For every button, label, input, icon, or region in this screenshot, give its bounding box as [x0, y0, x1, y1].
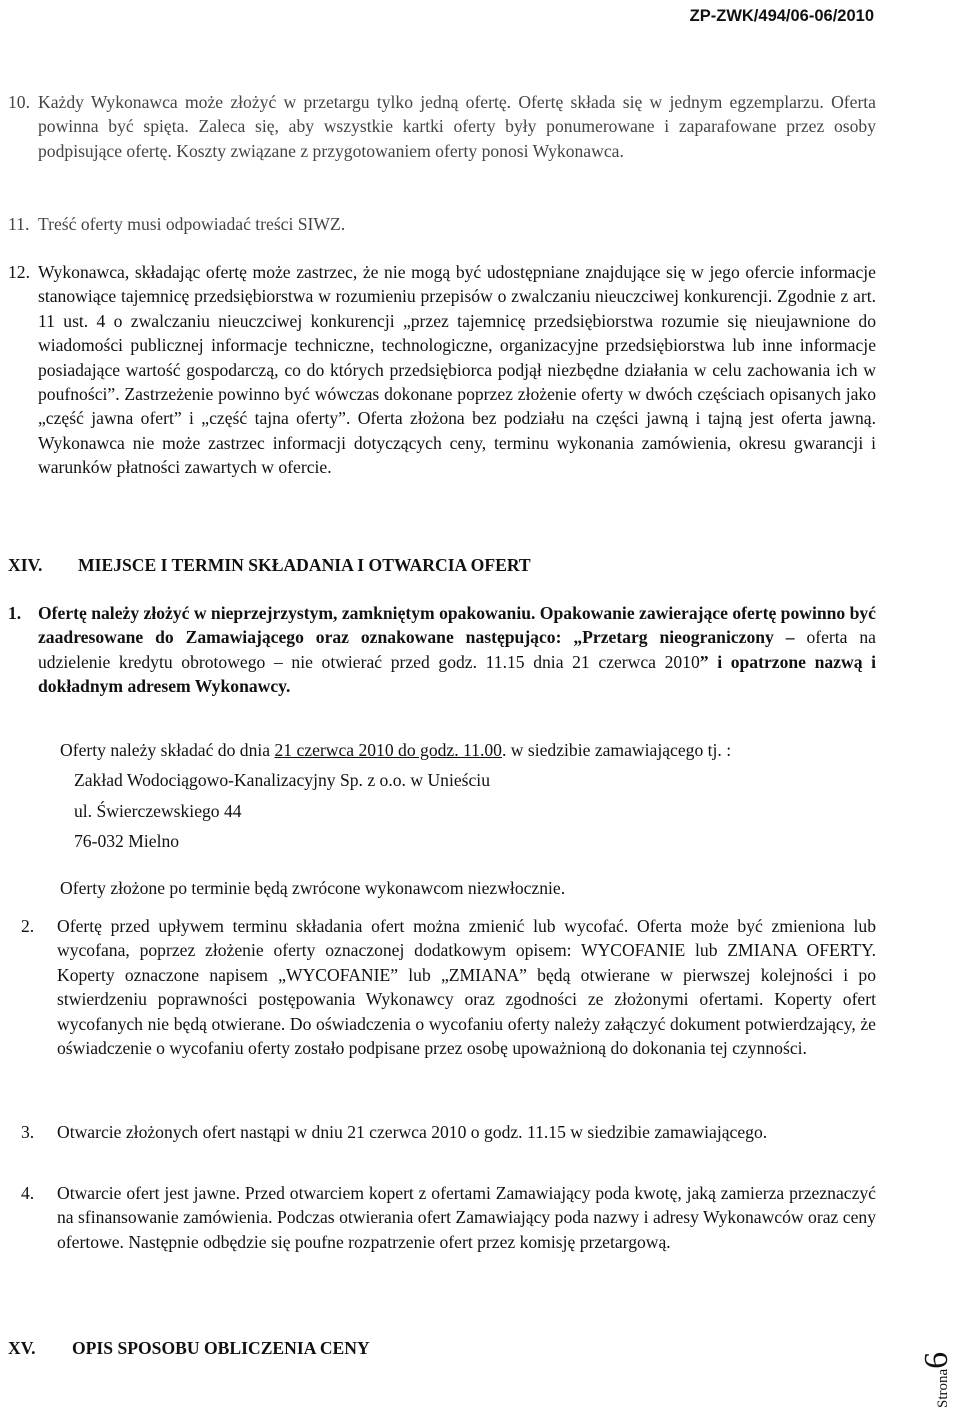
address-line-street: ul. Świerczewskiego 44	[74, 801, 242, 821]
dash: –	[773, 627, 807, 648]
address-line-company: Zakład Wodociągowo-Kanalizacyjny Sp. z o.o. w Unieściu	[74, 770, 490, 790]
section-xiv-heading	[8, 553, 531, 577]
item-number: 11.	[8, 214, 30, 234]
page-number: 6	[918, 1351, 955, 1369]
page-label: Strona	[935, 1368, 951, 1408]
item-number: 10.	[8, 92, 30, 112]
xiv-item-4	[21, 1181, 876, 1254]
section-number: XIV.	[8, 555, 43, 575]
offer-subject: oferta na udzielenie kredytu obrotowego	[38, 627, 876, 672]
page-number-vertical	[920, 1338, 956, 1408]
item-11	[8, 212, 876, 236]
section-title: MIEJSCE I TERMIN SKŁADANIA I OTWARCIA OFERT	[78, 555, 531, 575]
deadline-prefix: Oferty należy składać do dnia	[60, 740, 275, 760]
item-text: Ofertę przed upływem terminu składania ofert można zmienić lub wycofać. Oferta może być zmieniona lub wycofana, poprzez złożenie oferty oznaczonej dodatkowym opisem: WYCOFANIE lub ZMIANA OFERTY. Koperty oznaczone napisem „WYCOFANIE” lub „ZMIANA” będą otwierane w pierwszej kolejności i po stwierdzeniu poprawności postępowania Wykonawcy oraz zgodności ze złożonymi ofertami. Koperty ofert wycofanych nie będą otwierane. Do oświadczenia o wycofaniu oferty należy załączyć dokument potwierdzający, że oświadczenie o wycofaniu oferty zostało podpisane przez osobę upoważnioną do dokonania tej czynności.	[57, 916, 876, 1059]
item-12	[8, 260, 876, 480]
deadline-suffix: . w siedzibie zamawiającego tj. :	[501, 740, 732, 760]
xiv-item-3	[21, 1120, 876, 1144]
item-number: 12.	[8, 262, 30, 282]
dash: –	[265, 651, 292, 672]
item-text: Otwarcie złożonych ofert nastąpi w dniu 21 czerwca 2010 o godz. 11.15 w siedzibie zamawiającego.	[57, 1122, 768, 1142]
late-offers-note: Oferty złożone po terminie będą zwrócone wykonawcom niezwłocznie.	[60, 878, 566, 898]
item-text: Otwarcie ofert jest jawne. Przed otwarciem kopert z ofertami Zamawiający poda kwotę, jaką zamierza przeznaczyć na sfinansowanie zamówienia. Podczas otwierania ofert Zamawiający poda nazwy i adresy Wykonawców oraz ceny ofertowe. Następnie odbędzie się poufne rozpatrzenie ofert przez komisję przetargową.	[57, 1183, 876, 1252]
packaging-instruction: Ofertę należy złożyć w nieprzejrzystym, zamkniętym opakowaniu. Opakowanie zawierające ofertę powinno być zaadresowane do Zamawiającego oraz oznakowane następująco: „Przetarg nieograniczony	[38, 603, 876, 648]
section-xv-heading	[8, 1336, 370, 1360]
section-number: XV.	[8, 1338, 36, 1358]
item-number: 4.	[21, 1183, 35, 1203]
item-text: Każdy Wykonawca może złożyć w przetargu tylko jedną ofertę. Ofertę składa się w jednym egzemplarzu. Oferta powinna być spięta. Zaleca się, aby wszystkie kartki oferty były ponumerowane i zaparafowane przez osoby podpisujące ofertę. Koszty związane z przygotowaniem oferty ponosi Wykonawca.	[38, 92, 876, 161]
submission-deadline	[60, 738, 731, 762]
item-text: Wykonawca, składając ofertę może zastrzec, że nie mogą być udostępniane znajdujące się w jego ofercie informacje stanowiące tajemnicę przedsiębiorstwa w rozumieniu przepisów o zwalczaniu nieuczciwej konkurencji. Zgodnie z art. 11 ust. 4 o zwalczaniu nieuczciwej konkurencji „przez tajemnicę przedsiębiorstwa rozumie się nieujawnione do wiadomości publicznej informacje techniczne, technologiczne, organizacyjne przedsiębiorstwa lub inne informacje posiadające wartość gospodarczą, co do których przedsiębiorca podjął niezbędne działania w celu zachowania ich w poufności”. Zastrzeżenie powinno być wówczas dokonane poprzez złożenie oferty w dwóch częściach opisanych jako „część jawna ofert” i „część tajna oferty”. Oferta złożona bez podziału na części jawną i tajną jest oferta jawną. Wykonawca nie może zastrzec informacji dotyczących ceny, terminu wykonania zamówienia, okresu gwarancji i warunków płatności zawartych w ofercie.	[38, 262, 876, 478]
item-number: 3.	[21, 1122, 35, 1142]
item-text: Treść oferty musi odpowiadać treści SIWZ.	[38, 214, 346, 234]
item-10	[8, 90, 876, 163]
document-id: ZP-ZWK/494/06-06/2010	[689, 7, 874, 25]
item-number: 2.	[21, 916, 35, 936]
xiv-item-1	[8, 601, 877, 699]
address-line-city: 76-032 Mielno	[74, 831, 180, 851]
section-title: OPIS SPOSOBU OBLICZENIA CENY	[72, 1338, 370, 1358]
deadline-date: 21 czerwca 2010 do godz. 11.00	[274, 740, 502, 760]
item-number: 1.	[8, 603, 22, 623]
do-not-open-note: nie otwierać przed godz. 11.15 dnia 21 czerwca 2010	[291, 651, 700, 672]
address-instruction: ” i opatrzone nazwą i dokładnym adresem Wykonawcy.	[38, 651, 877, 697]
xiv-item-2	[21, 914, 876, 1060]
